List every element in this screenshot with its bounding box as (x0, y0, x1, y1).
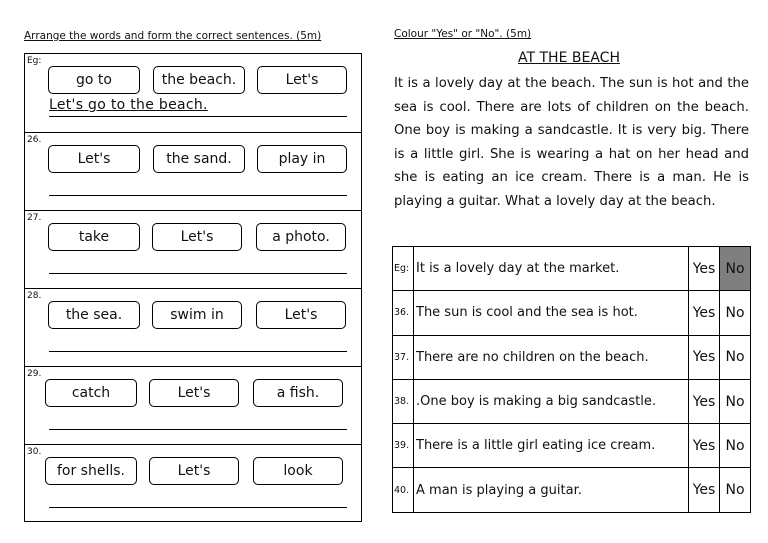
question-row-eg (25, 54, 361, 133)
yes-cell[interactable]: Yes (689, 291, 720, 335)
word-box: for shells. (45, 457, 137, 485)
word-box: take (48, 223, 140, 251)
answer-line[interactable] (49, 273, 347, 274)
statement-row-37 (393, 335, 751, 379)
statement-row-39 (393, 424, 751, 468)
answer-line (49, 116, 347, 117)
left-instruction: Arrange the words and form the correct sentences. (5m) (24, 30, 322, 42)
word-box: go to (48, 66, 140, 94)
yes-cell[interactable]: Yes (689, 424, 720, 468)
statement-row-38 (393, 379, 751, 423)
statement-text: .One boy is making a big sandcastle. (414, 379, 689, 423)
no-cell[interactable]: No (720, 468, 751, 512)
word-box: the beach. (153, 66, 245, 94)
answer-line[interactable] (49, 351, 347, 352)
question-row-30 (25, 445, 361, 523)
question-row-28 (25, 289, 361, 367)
statement-text: There are no children on the beach. (414, 335, 689, 379)
statement-number: 40. (393, 468, 414, 512)
statement-number: 36. (393, 291, 414, 335)
yes-no-table (392, 246, 751, 513)
question-row-26 (25, 133, 361, 211)
word-box: the sand. (153, 145, 245, 173)
no-cell[interactable]: No (720, 424, 751, 468)
statement-row-eg (393, 247, 751, 291)
question-number: 27. (27, 213, 42, 223)
word-box: the sea. (48, 301, 140, 329)
question-row-27 (25, 211, 361, 289)
statement-number: 37. (393, 335, 414, 379)
word-box: catch (45, 379, 137, 407)
statement-text: There is a little girl eating ice cream. (414, 424, 689, 468)
statement-text: A man is playing a guitar. (414, 468, 689, 512)
statement-row-40 (393, 468, 751, 512)
answer-line[interactable] (49, 195, 347, 196)
yes-cell[interactable]: Yes (689, 247, 720, 291)
word-box: swim in (152, 301, 242, 329)
word-box: Let's (48, 145, 140, 173)
answer-line[interactable] (49, 507, 347, 508)
story-title: AT THE BEACH (518, 50, 620, 66)
statement-number: Eg: (393, 247, 414, 291)
yes-cell[interactable]: Yes (689, 379, 720, 423)
word-box: a fish. (253, 379, 343, 407)
question-number: 28. (27, 291, 42, 301)
no-cell[interactable]: No (720, 291, 751, 335)
statement-row-36 (393, 291, 751, 335)
example-answer: Let's go to the beach. (49, 97, 208, 113)
statement-text: It is a lovely day at the market. (414, 247, 689, 291)
yes-cell[interactable]: Yes (689, 468, 720, 512)
word-box: Let's (257, 66, 347, 94)
question-row-29 (25, 367, 361, 445)
word-box: play in (257, 145, 347, 173)
no-cell[interactable]: No (720, 247, 751, 291)
word-box: a photo. (256, 223, 346, 251)
arrange-words-table (24, 53, 362, 522)
word-box: Let's (149, 457, 239, 485)
question-number: 29. (27, 369, 42, 379)
statement-number: 39. (393, 424, 414, 468)
no-cell[interactable]: No (720, 335, 751, 379)
word-box: Let's (256, 301, 346, 329)
word-box: Let's (152, 223, 242, 251)
no-cell[interactable]: No (720, 379, 751, 423)
word-box: look (253, 457, 343, 485)
story-text: It is a lovely day at the beach. The sun is hot and the sea is cool. There are lots of children on the beach. One boy is making a sandcastle. It is very big. There is a little girl. She is wearing a hat on her head and she is eating an ice cream. There is a man. He is playing a guitar. What a lovely day at the beach. (394, 76, 749, 209)
answer-line[interactable] (49, 429, 347, 430)
statement-number: 38. (393, 379, 414, 423)
statement-text: The sun is cool and the sea is hot. (414, 291, 689, 335)
right-instruction: Colour "Yes" or "No". (5m) (394, 28, 532, 40)
word-box: Let's (149, 379, 239, 407)
question-number: Eg: (27, 56, 42, 66)
question-number: 26. (27, 135, 42, 145)
question-number: 30. (27, 447, 42, 457)
yes-cell[interactable]: Yes (689, 335, 720, 379)
